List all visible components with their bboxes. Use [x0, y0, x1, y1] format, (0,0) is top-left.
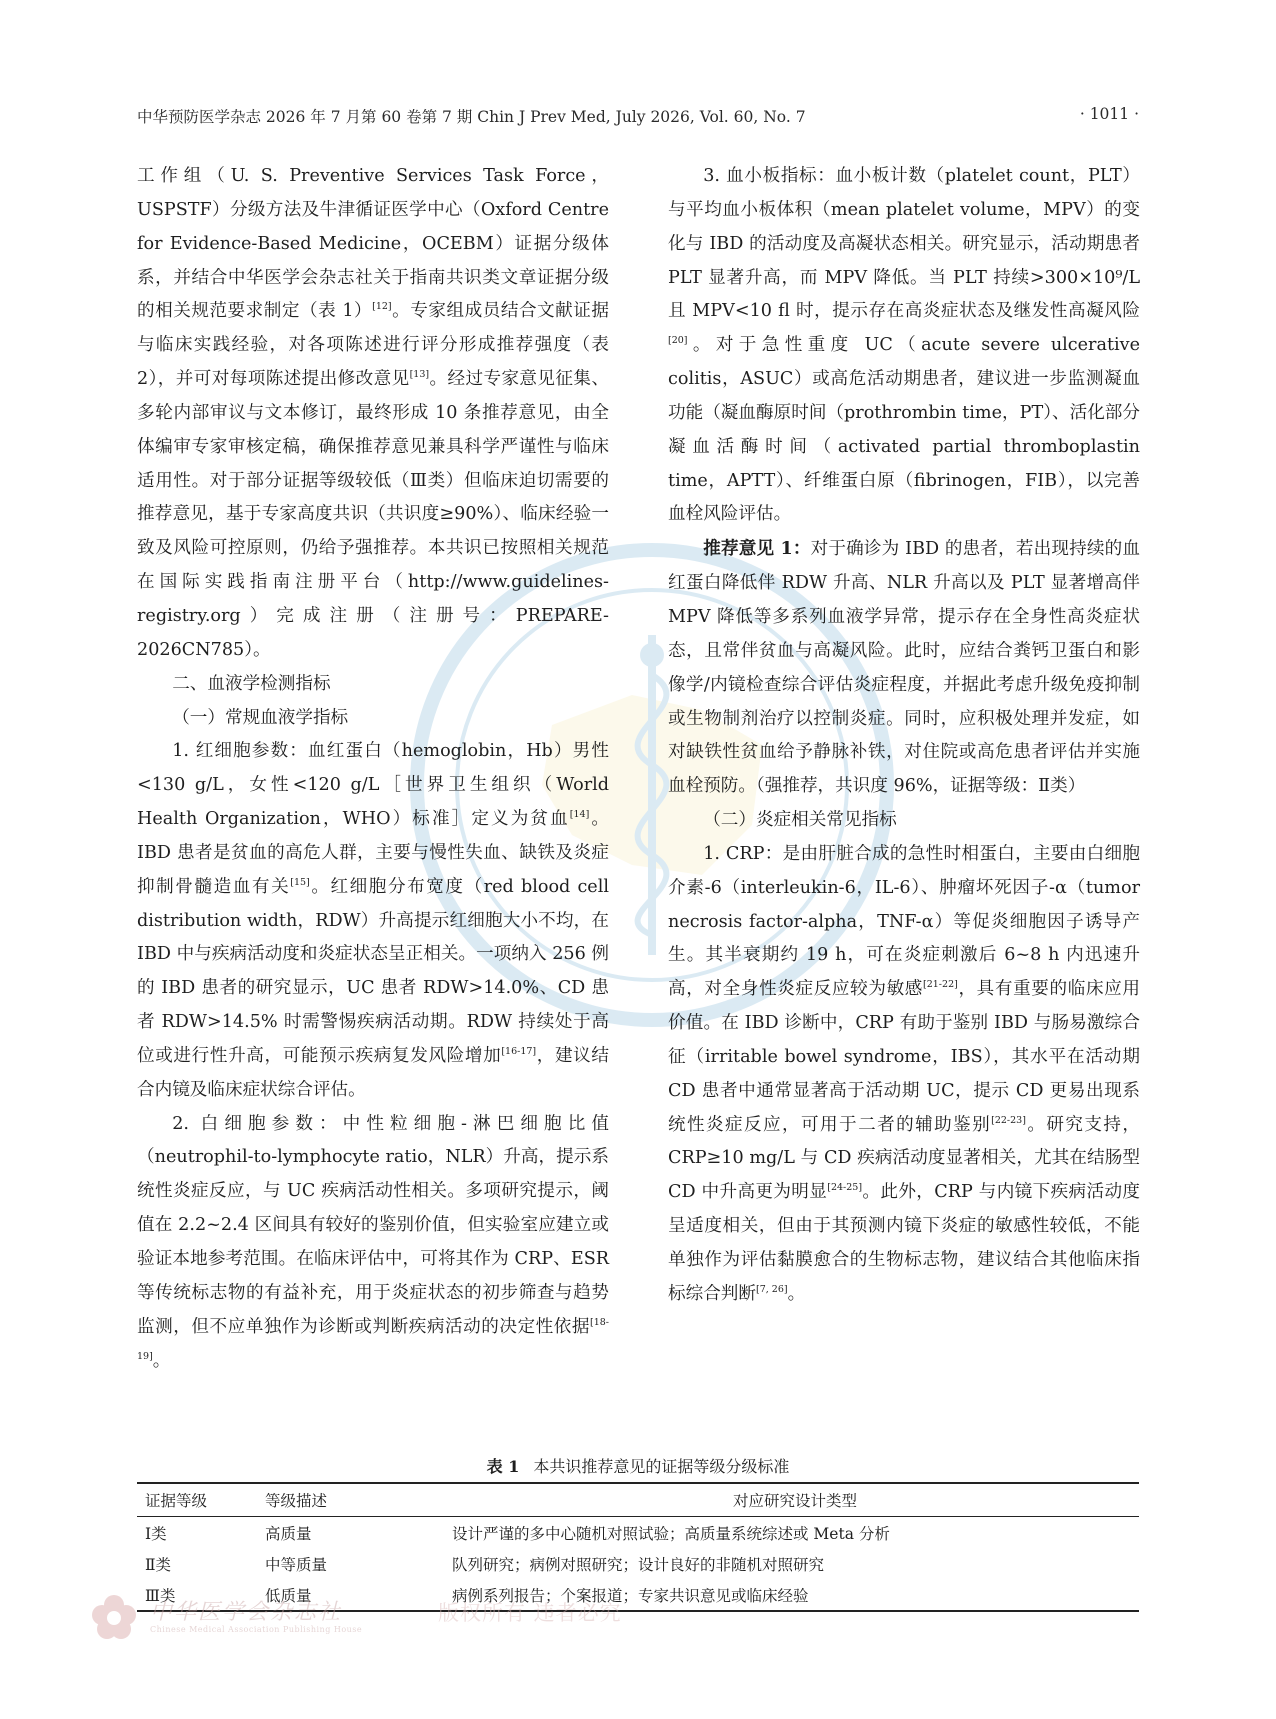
publisher-watermark — [88, 1589, 648, 1649]
citation[interactable]: [24-25] — [827, 1182, 863, 1194]
table-cell: Ⅰ类 — [145, 1524, 167, 1543]
copyright-slogan: 版权所有 违者必究 — [438, 1601, 622, 1625]
flower-logo-icon — [88, 1591, 140, 1643]
table-cell: 中等质量 — [265, 1555, 328, 1574]
citation[interactable]: [20] — [668, 335, 688, 347]
table-row — [137, 1517, 1139, 1549]
citation[interactable]: [22-23] — [991, 1114, 1026, 1126]
table-title: 本共识推荐意见的证据等级分级标准 — [533, 1457, 790, 1476]
table-1 — [137, 1452, 1139, 1612]
paragraph-methods: 工作组（U. S. Preventive Services Task Force，USPSTF）分级方法及牛津循证医学中心（Oxford Centre for Evidence-Based Medicine，OCEBM）证据分级体系，并结合中华医学会杂志社关于指南共识类文章证据分级的相关规范要求制定（表 1）[12]。专家组成员结合文献证据与临床实践经验，对各项陈述进行评分形成推荐强度（表 2），并可对每项陈述提出修改意见[13]。经过专家意见征集、多轮内部审议与文本修订，最终形成 10 条推荐意见，由全体编审专家审核定稿，确保推荐意见兼具科学严谨性与临床适用性。对于部分证据等级较低（Ⅲ类）但临床迫切需要的推荐意见，基于专家高度共识（共识度≥90%）、临床经验一致及风险可控原则，仍给予强推荐。本共识已按照相关规范在国际实践指南注册平台（http://www.guidelines-registry.org）完成注册（注册号：PREPARE-2026CN785）。 — [137, 166, 609, 660]
citation[interactable]: [14] — [569, 809, 590, 821]
column-header: 对应研究设计类型 — [451, 1483, 1139, 1517]
table-cell: Ⅲ类 — [137, 1579, 264, 1611]
journal-issue-line: 中华预防医学杂志 2026 年 7 月第 60 卷第 7 期 Chin J Prev Med, July 2026, Vol. 60, No. 7 — [137, 108, 806, 126]
column-header: 等级描述 — [264, 1483, 451, 1517]
publisher-name-en: Chinese Medical Association Publishing House — [150, 1625, 363, 1634]
subsection-heading: （一）常规血液学指标 — [172, 707, 349, 728]
citation[interactable]: [15] — [290, 876, 310, 888]
right-column — [668, 160, 1140, 1312]
paragraph-rbc: 1. 红细胞参数：血红蛋白（hemoglobin，Hb）男性<130 g/L，女性<120 g/L［世界卫生组织（World Health Organization，WHO）标准］定义为贫血[14]。IBD 患者是贫血的高危人群，主要与慢性失血、缺铁及炎症抑制骨髓造血有关[15]。红细胞分布宽度（red blood cell distribution width，RDW）升高提示红细胞大小不均，在 IBD 中与疾病活动度和炎症状态呈正相关。一项纳入 256 例的 IBD 患者的研究显示，UC 患者 RDW>14.0%、CD 患者 RDW>14.5% 时需警惕疾病活动期。RDW 持续处于高位或进行性升高，可能预示疾病复发风险增加[16-17]，建议结合内镜及临床症状综合评估。 — [137, 741, 609, 1100]
left-column — [137, 160, 609, 1378]
paragraph-platelet: 3. 血小板指标：血小板计数（platelet count，PLT）与平均血小板体积（mean platelet volume，MPV）的变化与 IBD 的活动度及高凝状态相关。研究显示，活动期患者 PLT 显著升高，而 MPV 降低。当 PLT 持续>300×10⁹/L 且 MPV<10 fl 时，提示存在高炎症状态及继发性高凝风险[20]。对于急性重度 UC（acute severe ulcerative colitis，ASUC）或高危活动期患者，建议进一步监测凝血功能（凝血酶原时间（prothrombin time，PT）、活化部分凝血活酶时间（activated partial thromboplastin time，APTT）、纤维蛋白原（fibrinogen，FIB），以完善血栓风险评估。 — [668, 166, 1140, 525]
running-header — [137, 102, 1139, 128]
publisher-name: 中华医学会杂志社 — [150, 1600, 343, 1625]
column-header: 证据等级 — [137, 1483, 264, 1517]
citation[interactable]: [7, 26] — [755, 1283, 788, 1295]
recommendation-1: 推荐意见 1：对于确诊为 IBD 的患者，若出现持续的血红蛋白降低伴 RDW 升高、NLR 升高以及 PLT 显著增高伴 MPV 降低等多系列血液学异常，提示存在全身性高炎症状态，且常伴贫血与高凝风险。此时，应结合粪钙卫蛋白和影像学/内镜检查综合评估炎症程度，并据此考虑升级免疫抑制或生物制剂治疗以控制炎症。同时，应积极处理并发症，如对缺铁性贫血给予静脉补铁，对住院或高危患者评估并实施血栓预防。（强推荐，共识度 96%，证据等级：Ⅱ类） — [668, 538, 1141, 797]
citation[interactable]: [13] — [409, 369, 430, 381]
table-caption — [137, 1452, 1139, 1482]
table-cell: 低质量 — [264, 1579, 451, 1611]
table-cell: 设计严谨的多中心随机对照试验；高质量系统综述或 Meta 分析 — [452, 1524, 890, 1543]
table-header-row — [137, 1483, 1139, 1517]
recommendation-label: 推荐意见 1： — [703, 538, 811, 560]
table-row — [137, 1548, 1139, 1579]
paragraph-crp: 1. CRP：是由肝脏合成的急性时相蛋白，主要由白细胞介素-6（interleukin-6，IL-6）、肿瘤坏死因子-α（tumor necrosis factor-alpha，TNF-α）等促炎细胞因子诱导产生。其半衰期约 19 h，可在炎症刺激后 6~8 h 内迅速升高，对全身性炎症反应较为敏感[21-22]，具有重要的临床应用价值。在 IBD 诊断中，CRP 有助于鉴别 IBD 与肠易激综合征（irritable bowel syndrome，IBS），其水平在活动期 CD 患者中通常显著高于活动期 UC，提示 CD 更易出现系统性炎症反应，可用于二者的辅助鉴别[22-23]。研究支持，CRP≥10 mg/L 与 CD 疾病活动度显著相关，尤其在结肠型 CD 中升高更为明显[24-25]。此外，CRP 与内镜下疾病活动度呈适度相关，但由于其预测内镜下炎症的敏感性较低，不能单独作为评估黏膜愈合的生物标志物，建议结合其他临床指标综合判断[7, 26]。 — [668, 843, 1140, 1304]
citation[interactable]: [12] — [372, 301, 392, 313]
table-cell: Ⅱ类 — [145, 1555, 172, 1574]
citation[interactable]: [16-17] — [501, 1045, 537, 1057]
table-label: 表 1 — [486, 1457, 520, 1476]
table-cell: 病例系列报告；个案报道；专家共识意见或临床经验 — [451, 1579, 1139, 1611]
table-cell: 高质量 — [265, 1524, 312, 1543]
section-heading: 二、血液学检测指标 — [172, 673, 331, 694]
paragraph-wbc: 2. 白细胞参数：中性粒细胞-淋巴细胞比值（neutrophil-to-lymphocyte ratio，NLR）升高，提示系统性炎症反应，与 UC 疾病活动性相关。多项研究提示，阈值在 2.2~2.4 区间具有较好的鉴别价值，但实验室应建立或验证本地参考范围。在临床评估中，可将其作为 CRP、ESR 等传统标志物的有益补充，用于炎症状态的初步筛查与趋势监测，但不应单独作为诊断或判断疾病活动的决定性依据[18-19]。 — [137, 1113, 609, 1371]
citation[interactable]: [21-22] — [923, 979, 958, 991]
page-number: · 1011 · — [1079, 105, 1139, 123]
subsection-heading: （二）炎症相关常见指标 — [703, 810, 897, 831]
citation[interactable]: [18-19] — [137, 1316, 609, 1362]
table-cell: 队列研究；病例对照研究；设计良好的非随机对照研究 — [452, 1555, 825, 1574]
